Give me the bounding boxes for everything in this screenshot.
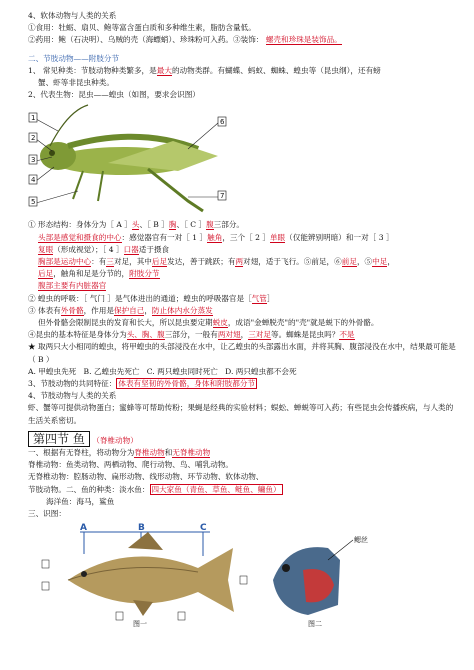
page-content <box>28 10 458 628</box>
text-line: ③ 体表有外骨骼，作用是保护自己，防止体内水分蒸发 <box>28 305 213 315</box>
options-line: A. 甲蝗虫先死 B. 乙蝗虫先死亡 C. 两只蝗虫同时死亡 D. 两只蝗虫都不会死 <box>28 366 297 376</box>
text-line: 节肢动物。二、鱼的种类：淡水鱼： 四大家鱼（青鱼、草鱼、鲢鱼、鳙鱼） <box>28 484 281 494</box>
svg-text:5: 5 <box>31 198 36 207</box>
text-line: 复眼（形成视觉）；［ 4 ］口器适于摄食 <box>38 244 170 254</box>
text-line: 三、识图： <box>28 509 66 519</box>
text-line: 一、根据有无脊柱，将动物分为脊椎动物和无脊椎动物 <box>28 448 211 458</box>
svg-text:3: 3 <box>31 156 36 165</box>
text-line: ④昆虫的基本特征是身体分为头、胸、腹三部分，一般有两对翅，三对足等。蜘蛛是昆虫吗？不是 <box>28 330 355 340</box>
text-line: 3、节肢动物的共同特征： 体表有坚韧的外骨骼，身体和附肢都分节 <box>28 379 256 389</box>
svg-text:7: 7 <box>220 192 225 201</box>
text-line: 1、 常见种类：节肢动物种类繁多，是最大的动物类群。有蝴蝶、蚂蚁、蜘蛛、蝗虫等（昆虫纲），还有螃 <box>28 65 381 75</box>
svg-text:6: 6 <box>220 118 225 127</box>
svg-text:2: 2 <box>31 134 36 143</box>
text-line: ②药用：鲍（石决明）、乌贼的壳（海螵蛸）、珍珠粉可入药。③装饰： 螺壳和珍珠是装饰品。 <box>28 35 342 45</box>
text-line: ①食用：牡蛎、扇贝、鲍等富含蛋白质和多种维生素，脂肪含量低。 <box>28 23 256 33</box>
text-line: 胸部是运动中心：有三对足，其中后足发达，善于跳跃；有两对翅，适于飞行。⑤前足，⑥前足，⑤中足， <box>38 257 395 267</box>
text-line: 蟹、虾等非昆虫种类。 <box>38 78 114 88</box>
text-line: 4、软体动物与人类的关系 <box>28 11 117 20</box>
fish-label-b: B <box>138 523 145 534</box>
text-line: 2、代表生物：昆虫——蝗虫（如图，要求会识图） <box>28 90 200 100</box>
text-line: 腹部主要有内脏器官 <box>38 281 107 291</box>
text-line: 4、节肢动物与人类的关系 <box>28 391 117 401</box>
section-4-heading <box>28 427 458 447</box>
fish-illustration <box>28 520 448 628</box>
question-text: ★ 取两只大小相同的蝗虫，将甲蝗虫的头部浸没在水中，让乙蝗虫的头部露出水面，并将其胸、腹部浸没在水中，结果最可能是（ B ） <box>28 342 456 364</box>
fish-figures <box>28 520 458 628</box>
section-subtitle: （脊椎动物） <box>92 435 138 445</box>
grasshopper-illustration <box>28 101 248 219</box>
grasshopper-figure <box>28 101 458 219</box>
text-line: 头部是感觉和摄食的中心：感觉器官有一对［ 1 ］触角，三个［ 2 ］单眼（仅能辨别明暗）和一对［ 3 ］ <box>38 232 394 242</box>
section-title: 第四节 鱼 <box>28 431 90 447</box>
text-line: ② 蝗虫的呼吸：［ 气门 ］是气体进出的通道；蝗虫的呼吸器官是［气管］ <box>28 293 275 303</box>
head-label: 鳃丝 <box>354 536 368 545</box>
text-line: ① 形态结构：身体分为［ A ］头、［ B ］胸、［ C ］腹三部分。 <box>28 220 245 230</box>
text-line: 后足，触角和足是分节的，附肢分节 <box>38 269 160 279</box>
fish-label-c: C <box>200 523 207 534</box>
svg-text:1: 1 <box>31 114 36 123</box>
text-line: 但外骨骼会限制昆虫的发育和长大，所以昆虫要定期蜕皮，成语"金蝉脱壳"的"壳"就是蜕下的外骨骼。 <box>38 318 379 328</box>
head-caption: 图二 <box>308 620 322 629</box>
text-line: 海洋鱼：海马，鲨鱼 <box>46 496 115 506</box>
text-paragraph: 虾、蟹等可提供动物蛋白；蜜蜂等可帮助传粉；果蝇是经典的实验材料；蜈蚣、蝉蜕等可入药；有些昆虫会传播疾病，与人类的生活关系密切。 <box>28 403 454 425</box>
text-line: 脊椎动物：鱼类动物、两栖动物、爬行动物、鸟、哺乳动物。 <box>28 460 234 470</box>
text-line: 无脊椎动物：腔肠动物、扁形动物、线形动物、环节动物、软体动物、 <box>28 472 264 482</box>
fish-label-a: A <box>80 523 87 534</box>
fish-caption: 图一 <box>133 620 147 629</box>
section-heading: 二、节肢动物——附肢分节 <box>28 53 120 63</box>
svg-text:4: 4 <box>31 176 36 185</box>
